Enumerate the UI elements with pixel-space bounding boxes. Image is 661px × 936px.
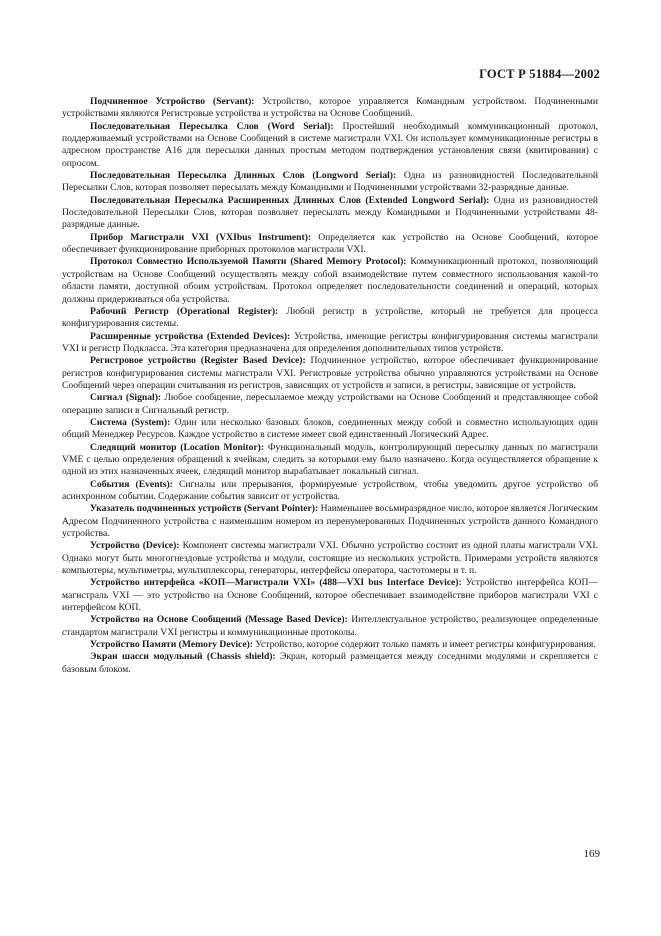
definition-entry [62,577,598,614]
definition-text: Любое сообщение, пересылаемое между устройствами на Основе Сообщений и представляющее собой операцию записи в Сигнальный регистр. [62,392,598,416]
definition-entry [62,195,598,232]
definition-entry [62,306,598,331]
definition-term: Рабочий Регистр (Operational Register): [90,305,279,317]
definition-term: Устройство интерфейса «КОП—Магистрали VXI» (488—VXI bus Interface Device): [90,577,462,589]
definition-term: Устройство (Device): [90,540,180,552]
definition-entry [62,170,598,195]
definition-text: Устройство, которое управляется Командным устройством. Подчиненными устройствами являются Регистровые устройства и устройства на Основе Сообщений. [62,96,598,120]
definition-entry [62,417,598,442]
definition-text: Одна из разновидностей Последовательной Пересылки Слов, которая позволяет пересылать между Командными и Подчиненными устройствами 48-разрядные данные. [62,194,598,231]
definition-term: Регистровое устройство (Register Based Device): [90,355,306,367]
definition-entry [62,121,598,170]
definition-text: Интеллектуальное устройство, реализующее определенные стандартом магистрали VXI регистры и коммуникационные протоколы. [62,614,599,638]
definition-term: Протокол Совместно Используемой Памяти (Shared Memory Protocol): [90,256,407,268]
definition-term: Указатель подчиненных устройств (Servant Pointer): [90,503,319,515]
definition-text: Устройство интерфейса КОП—магистраль VXI — это устройство на Основе Сообщений, которое обеспечивает взаимодействие приборов магистрали VXI с интерфейсом КОП. [62,577,598,614]
definition-entry [62,331,598,356]
definition-text: Подчиненное устройство, которое обеспечивает функционирование регистров конфигурирования системы магистрали VXI. Регистровые устройства обычно управляются устройствами на Основе Сообщений через операции считывания из регистров, зависящих от устройств и записи, в регистры, зависящие от устройств. [62,355,598,391]
definition-entry [62,96,598,121]
definition-text: Функциональный модуль, контролирующий пересылку данных по магистрали VME с целью определения обращений к ячейкам, следить за которыми ему было назначено. Когда осуществляется обращение к одной из этих назначенных ячеек, следящий монитор вырабатывает локальный сигнал. [62,441,598,478]
definition-text: Экран, который размещается между соседними модулями и скрепляется с базовым блоком. [62,651,598,675]
definition-term: Последовательная Пересылка Длинных Слов (Longword Serial): [90,170,397,182]
definition-entry [62,614,598,639]
document-code: ГОСТ Р 51884—2002 [479,67,600,81]
definition-entry [62,651,598,676]
definition-term: Следящий монитор (Location Monitor): [90,441,265,453]
definition-entry [62,503,598,540]
definition-text: Определяется как устройство на Основе Сообщений, которое обеспечивает функционирование приборных протоколов магистрали VXI. [62,231,598,256]
definition-entry [62,442,598,479]
definition-entry [62,355,598,392]
definition-text: Одна из разновидностей Последовательной Пересылки Слов, которая позволяет пересылать между Командными и Подчиненными устройствами 32-разрядные данные. [62,170,598,194]
definition-text: Устройство, которое содержит только память и имеет регистры конфигурирования. [252,639,596,651]
definition-entry [62,479,598,504]
page-number: 169 [583,848,600,860]
definition-term: Устройство Памяти (Memory Device): [90,639,253,651]
definition-text: Компонент системы магистрали VXI. Обычно устройство состоит из одной платы магистрали VXI. Однако могут быть многогнездовые устройства и модули, состоящие из нескольких устройств. Примерами устройств являются компьютеры, мультиметры, мультиплексоры, генераторы, интерфейсы оператора, частотомеры и т. п. [62,540,598,577]
definition-term: Экран шасси модульный (Chassis shield): [90,651,276,663]
definition-entry [62,392,598,417]
definition-text: Любой регистр в устройстве, который не требуется для процесса конфигурирования системы. [62,305,598,330]
definition-term: Устройство на Основе Сообщений (Message Based Device): [90,614,348,626]
definition-term: Последовательная Пересылка Расширенных Длинных Слов (Extended Longword Serial): [90,194,490,206]
definition-entry [62,639,598,651]
definition-term: События (Events): [90,478,173,490]
definition-text: Один или несколько базовых блоков, соединенных между собой и совместно использующих один общий Менеджер Ресурсов. Каждое устройство в системе имеет свой единственный Логический Адрес. [62,416,598,441]
definition-text: Наименьшее восьмиразрядное число, которое является Логическим Адресом Подчиненного устройства с наименьшим номером из перенумерованных Подчиненных устройств данного Командного устройства. [62,503,599,540]
definition-term: Последовательная Пересылка Слов (Word Serial): [90,120,334,132]
definition-term: Подчиненное Устройство (Servant): [90,96,255,107]
definition-term: Сигнал (Signal): [90,392,162,404]
definition-entry [62,232,598,257]
definition-text: Устройства, имеющие регистры конфигурирования системы магистрали VXI и регистр Подкласса. Эта категория предназначена для определения дополнительных типов устройств. [62,330,598,354]
definition-text: Коммуникационный протокол, позволяющий устройствам на Основе Сообщений осуществлять между собой взаимодействие путем совместного использования какой-то области памяти, доступной обоим устройствам. Протокол определяет последовательности соединений и операций, которых должны придерживаться оба устройства. [62,256,598,305]
definition-term: Прибор Магистрали VXI (VXIbus Instrument): [90,231,312,243]
definition-text: Сигналы или прерывания, формируемые устройством, чтобы уведомить другое устройство об асинхронном событии. Содержание события зависит от устройства. [62,478,598,502]
definition-term: Система (System): [90,416,171,428]
definition-term: Расширенные устройства (Extended Devices): [90,330,291,342]
definition-entry [62,540,598,577]
definitions-list [62,96,598,676]
definition-entry [62,256,598,305]
definition-text: Простейший необходимый коммуникационный протокол, поддерживаемый устройствами на Основе Сообщений в системе магистрали VXI. Он использует коммуникационные регистры в адресном пространстве A16 для пересылки данных простым методом подтверждения установления связи (квитирования) с опросом. [62,120,598,169]
